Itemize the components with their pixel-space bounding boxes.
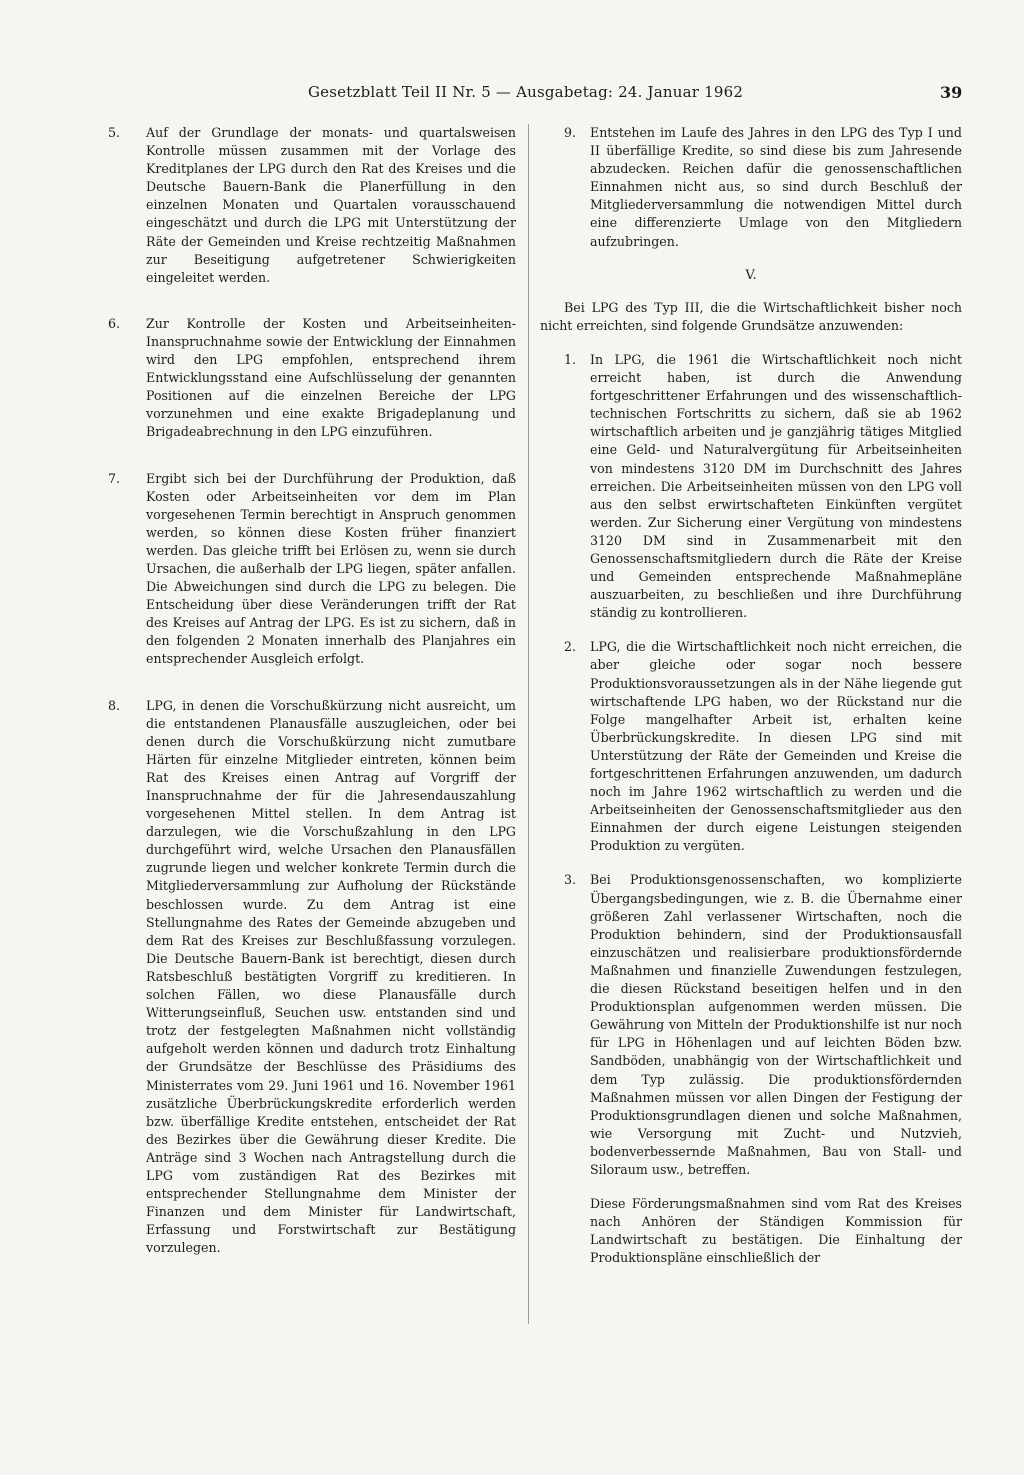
list-item [108,315,516,442]
item-number: 5. [108,125,121,140]
list-item [564,871,962,1179]
left-column [108,124,516,1285]
header-title: Gesetzblatt Teil II Nr. 5 — Ausgabetag: 24. Januar 1962 [308,83,744,101]
right-column [540,124,962,1283]
closing-paragraph: Diese Förderungsmaßnahmen sind vom Rat des Kreises nach Anhören der Ständigen Kommission für Landwirtschaft zu bestätigen. Die Einhaltung der Produktionspläne einschließlich der [590,1196,962,1266]
item-number: 7. [108,470,121,486]
item-text: LPG, die die Wirtschaftlichkeit noch nicht erreichen, die aber gleiche oder sogar noch bessere Produktionsvoraussetzungen als in der Nähe liegende gut wirtschaftende LPG haben, wo der Rückstand nur die Folge mangelhafter Arbeit ist, erhalten keine Überbrückungskredite. In diesen LPG sind mit Unterstützung der Räte der Gemeinden und Kreise die fortgeschrittenen Erfahrungen anzuwenden, um dadurch noch im Jahre 1962 wirtschaftlich zu werden und die Arbeitseinheiten der Genossenschaftsmitglieder aus den Einnahmen der durch eigene Leistungen steigenden Produktion zu vergüten. [590,639,962,854]
column-divider [528,124,529,1324]
item-text: In LPG, die 1961 die Wirtschaftlichkeit noch nicht erreicht haben, ist durch die Anwendung fortgeschrittener Erfahrungen und des wissenschaftlich-technischen Fortschritts zu sichern, daß sie ab 1962 wirtschaftlich arbeiten und je ganzjährig tätiges Mitglied eine Geld- und Naturalvergütung für Arbeitseinheiten von mindestens 3120 DM im Durchschnitt des Jahres erreichen. Die Arbeitseinheiten müssen von den LPG voll aus den selbst erwirtschafteten Einkünften vergütet werden. Zur Sicherung einer Vergütung von mindestens 3120 DM sind in Zusammenarbeit mit den Genossenschaftsmitgliedern durch die Räte der Kreise und Gemeinden entsprechende Maßnahmepläne auszuarbeiten, zu beschließen und ihre Durchführung ständig zu kontrollieren. [590,351,962,621]
item-number: 3. [564,872,577,888]
list-item [564,351,962,622]
list-item [108,470,516,669]
item-number: 8. [108,697,121,713]
list-item [108,697,516,1258]
item-text: Bei Produktionsgenossenschaften, wo komplizierte Übergangsbedingungen, wie z. B. die Übernahme einer größeren Zahl verlassener Wirtschaften, noch die Produktion behindern, sind der Produktionsausfall einzuschätzen und realisierbare produktionsfördernde Maßnahmen und finanzielle Zuwendungen festzulegen, die diesen Rückstand beseitigen helfen und in den Produktionsplan aufgenommen werden müssen. Die Gewährung von Mitteln der Produktionshilfe ist nur noch für LPG in Höhenlagen und auf leichten Böden bzw. Sandböden, unabhängig von der Wirtschaftlichkeit und dem Typ zulässig. Die produktionsfördernden Maßnahmen müssen vor allen Dingen der Festigung der Produktionsgrundlagen dienen und solche Maßnahmen, wie Versorgung mit Zucht- und Nutzvieh, bodenverbessernde Maßnahmen, Bau von Stall- und Siloraum usw., betreffen. [590,872,962,1177]
item-text: LPG, in denen die Vorschußkürzung nicht ausreicht, um die entstandenen Planausfälle auszugleichen, oder bei denen durch die Vorschußkürzung nicht zumutbare Härten für einzelne Mitglieder eintreten, können beim Rat des Kreises einen Antrag auf Vorgriff der Inanspruchnahme der für die Jahresendauszahlung vorgesehenen Mittel stellen. In dem Antrag ist darzulegen, wie die Vorschußzahlung in den LPG durchgeführt wird, welche Ursachen den Planausfällen zugrunde liegen und welcher konkrete Termin durch die Mitgliederversammlung zur Aufholung der Rückstände beschlossen wurde. Zu dem Antrag ist eine Stellungnahme des Rates der Gemeinde abzugeben und dem Rat des Kreises zur Beschlußfassung vorzulegen. Die Deutsche Bauern-Bank ist berechtigt, diesen durch Ratsbeschluß bestätigten Vorgriff zu kreditieren. In solchen Fällen, wo diese Planausfälle durch Witterungseinfluß, Seuchen usw. entstanden sind und trotz der festgelegten Maßnahmen nicht vollständig aufgeholt werden können und dadurch trotz Einhaltung der Grundsätze der Beschlüsse des Präsidiums des Ministerrates vom 29. Juni 1961 und 16. November 1961 zusätzliche Überbrückungskredite erforderlich werden bzw. überfällige Kredite entstehen, entscheidet der Rat des Bezirkes über die Gewährung dieser Kredite. Die Anträge sind 3 Wochen nach Antragstellung durch die LPG vom zuständigen Rat des Bezirkes mit entsprechender Stellungnahme dem Minister der Finanzen und dem Minister für Landwirtschaft, Erfassung und Forstwirtschaft zur Bestätigung vorzulegen. [146,697,516,1256]
item-number: 6. [108,315,121,331]
list-item [108,124,516,287]
item-text: Entstehen im Laufe des Jahres in den LPG des Typ I und II überfällige Kredite, so sind diese bis zum Jahresende abzudecken. Reichen dafür die genossenschaftlichen Einnahmen nicht aus, so sind durch Beschluß der Mitgliederversammlung die notwendigen Mittel durch eine differenzierte Umlage von den Mitgliedern aufzubringen. [590,125,962,249]
list-item [540,124,962,251]
item-number: 1. [564,351,577,367]
item-number: 9. [564,125,577,140]
section-heading: V. [745,267,757,283]
item-text: Ergibt sich bei der Durchführung der Produktion, daß Kosten oder Arbeitseinheiten vor dem im Plan vorgesehenen Termin berechtigt in Anspruch genommen werden, so können diese Kosten früher finanziert werden. Das gleiche trifft bei Erlösen zu, wenn sie durch Ursachen, die außerhalb der LPG liegen, später anfallen. Die Abweichungen sind durch die LPG zu belegen. Die Entscheidung über diese Veränderungen trifft der Rat des Kreises auf Antrag der LPG. Es ist zu sichern, daß in den folgenden 2 Monaten innerhalb des Planjahres ein entsprechender Ausgleich erfolgt. [146,470,516,667]
item-number: 2. [564,639,577,655]
item-text: Auf der Grundlage der monats- und quartalsweisen Kontrolle müssen zusammen mit der Vorlage des Kreditplanes der LPG durch den Rat des Kreises und die Deutsche Bauern-Bank die Planerfüllung in den einzelnen Monaten und Quartalen vorausschauend eingeschätzt und durch die LPG mit Unterstützung der Räte der Gemeinden und Kreise rechtzeitig Maßnahmen zur Beseitigung aufgetretener Schwierigkeiten eingeleitet werden. [146,125,516,285]
section-intro: Bei LPG des Typ III, die die Wirtschaftlichkeit bisher noch nicht erreichten, sind folgende Grundsätze anzuwenden: [540,299,962,333]
item-text: Zur Kontrolle der Kosten und Arbeitseinheiten-Inanspruchnahme sowie der Entwicklung der Einnahmen wird den LPG empfohlen, entsprechend ihrem Entwicklungsstand eine Aufschlüsselung der genannten Positionen auf die einzelnen Bereiche der LPG vorzunehmen und eine exakte Brigadeplanung und Brigadeabrechnung in den LPG einzuführen. [146,315,516,440]
page-number: 39 [940,83,963,102]
page-header [0,83,1024,107]
list-item [564,638,962,855]
